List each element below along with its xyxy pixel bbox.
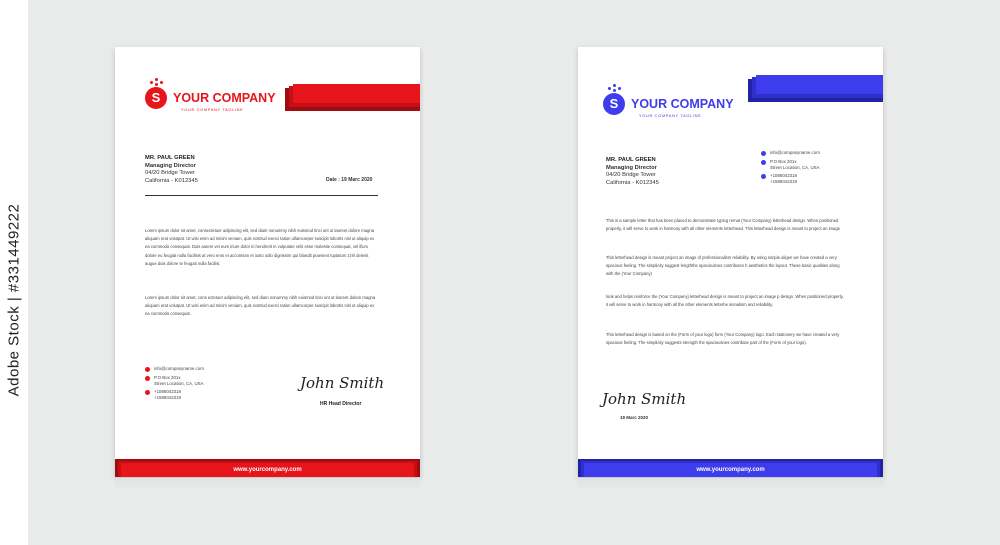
recipient-address-line2: California - K012345 — [145, 177, 198, 184]
body-paragraph-3: look and helps reinforce the (Your Company) letterhead design is meant to project an image p design. When positioned properly, it will serve to work in harmony with all the other elements letterhe sionalism and reliability. — [606, 294, 844, 308]
signer-title: HR Head Director — [320, 401, 362, 407]
company-tagline: YOUR COMPANY TAGLINE — [181, 107, 244, 112]
sheet-reflection — [115, 478, 420, 490]
stock-id-label: Adobe Stock | #331449222 — [5, 203, 23, 397]
contact-phone-1: +1595042318 — [154, 389, 181, 394]
signature: John Smith — [300, 374, 385, 392]
contact-block — [761, 150, 820, 187]
phone-icon — [145, 390, 150, 395]
contact-address-line1: P.O Box 201x — [770, 159, 797, 164]
phone-icon — [761, 174, 766, 179]
body-paragraph-2: This letterhead design is meant project an image of professionalism reliability. By using simple aligen we have created a very spacious feeling. The simplicity suggest lengththe spaciousnes contributes h aesthetics the layout. These basic qualities along with the (Your Company) — [606, 255, 840, 277]
recipient-title: Managing Director — [145, 162, 196, 169]
header-band — [285, 84, 420, 111]
company-name: YOUR COMPANY — [631, 97, 734, 111]
stock-id-strip — [0, 0, 28, 545]
company-tagline: YOUR COMPANY TAGLINE — [639, 113, 702, 118]
contact-email: info@companyname.com — [770, 150, 820, 155]
contact-phone-2: +1595042319 — [770, 178, 797, 184]
header-band — [748, 75, 883, 102]
body-paragraph-4: This letterhead design is based on the (Form of your logo) form (Your Company) logo. Each stationery we have created a very spacious feeling. The simplicity suggests strength the spaciousnes contribute part of the (Form of your logo). — [606, 332, 840, 346]
body-paragraph-1: Lorem ipsum dolor sit amet, consectetuer adipiscing elit, sed diam nonummy nibh euismod tinci unt ut laoreet dolore magna aliquam erat volutpat. Ut wisi enim ad minim veniam, quis nostrud exerci tation ullamcorper suscipit lobortis nisl ut aliquip ex ea commodo consequat. Duis autem vel eum iriure dolor in hendrerit in vulputate velit esse molestie consequat, vel illum dolore eu feugiat nulla facilisis at vero eros et accumsan et iusto odio dignissim qui blandit praesent luptatum zzril delenit augue duis dolore te feugait nulla facilisi. — [145, 228, 375, 266]
signature-date: 19 Marc 2020 — [620, 415, 649, 420]
recipient-address-line1: 04/20 Bridge Tower — [606, 172, 656, 179]
location-icon — [145, 376, 150, 381]
contact-address-line2: Street Location, CA, USA — [154, 380, 204, 386]
divider-rule — [145, 195, 378, 196]
email-icon — [145, 367, 150, 372]
signature: John Smith — [602, 390, 687, 408]
letter-date: Date : 19 Marc 2020 — [326, 177, 373, 183]
recipient-address-line1: 04/20 Bridge Tower — [145, 170, 195, 177]
contact-phone-2: +1595042319 — [154, 394, 181, 400]
recipient-block — [145, 155, 198, 185]
letterhead-blue — [578, 47, 883, 477]
company-name: YOUR COMPANY — [173, 91, 276, 105]
logo-mark: S — [603, 93, 625, 115]
contact-email: info@companyname.com — [154, 366, 204, 371]
contact-address-line2: Street Location, CA, USA — [770, 164, 820, 170]
company-logo — [145, 77, 295, 117]
recipient-title: Managing Director — [606, 164, 657, 171]
letterhead-red — [115, 47, 420, 477]
recipient-address-line2: California - K012345 — [606, 179, 659, 186]
body-paragraph-1: This is a sample letter that has been placed to demonstrate typing remat (Your Company) letterhead design. When positioned properly, it will serve to work in harmony with all other elements letterhead. This letterhead design is meant to project an image — [606, 218, 840, 232]
recipient-block — [606, 157, 659, 187]
contact-block — [145, 366, 204, 403]
email-icon — [761, 151, 766, 156]
sheet-reflection — [578, 478, 883, 490]
body-paragraph-2: Lorem ipsum dolor sit amet, cons ectetuer adipiscing elit, sed diam nonummy nibh euismod tinci unt ut laoreet dolore magna aliquam erat volutpat. Ut wisi enim ad minim veniam, quis nostrud exerci tation ullamcorper suscipit lobortis nisl ut aliquip ex ea commodo consequat. — [145, 295, 376, 317]
logo-mark: S — [145, 87, 167, 109]
contact-phone-1: +1595042318 — [770, 173, 797, 178]
recipient-name: MR. PAUL GREEN — [606, 157, 656, 163]
website-link[interactable]: www.yourcompany.com — [696, 467, 765, 473]
company-logo — [603, 83, 753, 123]
contact-address-line1: P.O Box 201x — [154, 375, 181, 380]
location-icon — [761, 160, 766, 165]
website-link[interactable]: www.yourcompany.com — [233, 467, 302, 473]
recipient-name: MR. PAUL GREEN — [145, 155, 195, 161]
